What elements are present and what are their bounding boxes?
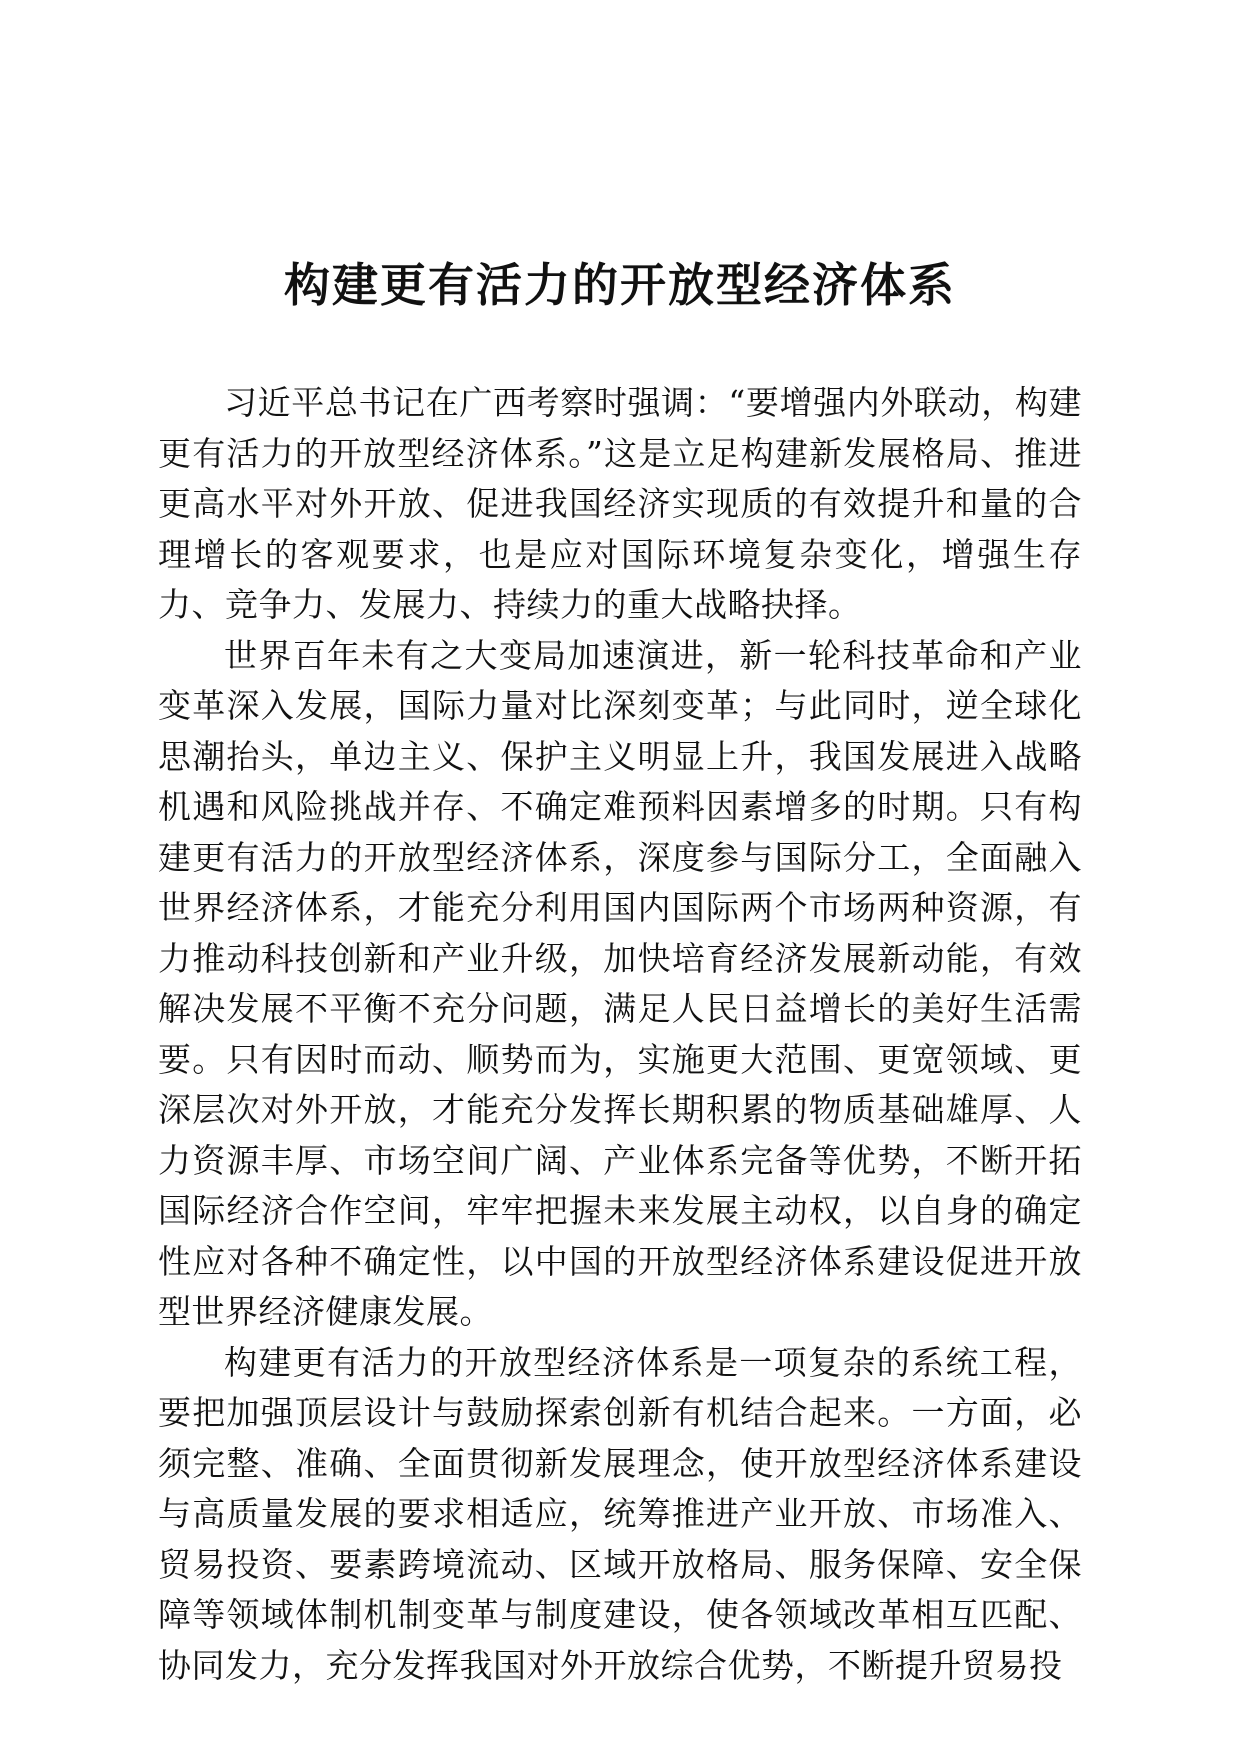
paragraph-3: 构建更有活力的开放型经济体系是一项复杂的系统工程，要把加强顶层设计与鼓励探索创新有机结合起来。一方面，必须完整、准确、全面贯彻新发展理念，使开放型经济体系建设与高质量发展的要求相适应，统筹推进产业开放、市场准入、贸易投资、要素跨境流动、区域开放格局、服务保障、安全保障等领域体制机制变革与制度建设，使各领域改革相互匹配、协同发力，充分发挥我国对外开放综合优势，不断提升贸易投	[158, 1342, 1082, 1685]
document-title: 构建更有活力的开放型经济体系	[284, 258, 956, 312]
document-body	[158, 378, 1082, 1691]
paragraph-1: 习近平总书记在广西考察时强调：“要增强内外联动，构建更有活力的开放型经济体系。”这是立足构建新发展格局、推进更高水平对外开放、促进我国经济实现质的有效提升和量的合理增长的客观要求，也是应对国际环境复杂变化，增强生存力、竞争力、发展力、持续力的重大战略抉择。	[158, 383, 1082, 624]
paragraph-2: 世界百年未有之大变局加速演进，新一轮科技革命和产业变革深入发展，国际力量对比深刻变革；与此同时，逆全球化思潮抬头，单边主义、保护主义明显上升，我国发展进入战略机遇和风险挑战并存、不确定难预料因素增多的时期。只有构建更有活力的开放型经济体系，深度参与国际分工，全面融入世界经济体系，才能充分利用国内国际两个市场两种资源，有力推动科技创新和产业升级，加快培育经济发展新动能，有效解决发展不平衡不充分问题，满足人民日益增长的美好生活需要。只有因时而动、顺势而为，实施更大范围、更宽领域、更深层次对外开放，才能充分发挥长期积累的物质基础雄厚、人力资源丰厚、市场空间广阔、产业体系完备等优势，不断开拓国际经济合作空间，牢牢把握未来发展主动权，以自身的确定性应对各种不确定性，以中国的开放型经济体系建设促进开放型世界经济健康发展。	[158, 635, 1082, 1331]
